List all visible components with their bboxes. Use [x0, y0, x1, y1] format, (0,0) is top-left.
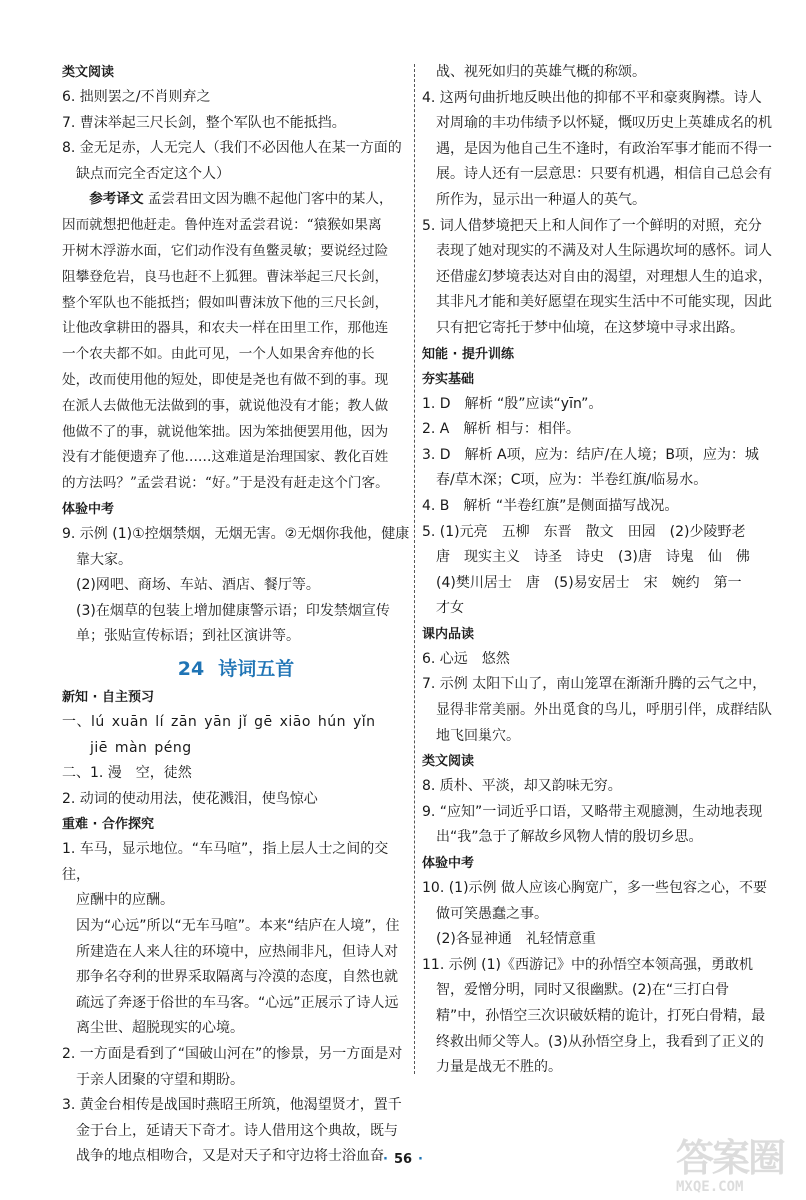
answer-item: 4. 这两句曲折地反映出他的抑郁不平和豪爽胸襟。诗人对周瑜的丰功伟绩予以怀疑，慨叹历史上英雄成名的机遇，是因为他自己生不逢时，有政治军事才能而不得一展。诗人还有一层意思：只要有机遇，相信自己总会有所作为，显示出一种逼人的英气。 [422, 89, 772, 208]
answer-item: 3. 黄金台相传是战国时燕昭王所筑，他渴望贤才，置千金于台上，延请天下奇才。诗人借用这个典故，既与战争的地点相吻合，又是对天子和守边将士浴血奋 [62, 1097, 402, 1165]
chapter-name: 诗词五首 [218, 657, 295, 680]
dot-icon: · [383, 1152, 388, 1167]
answer-line: (2)各显神通 礼轻情意重 [436, 931, 596, 948]
answer-item: 9. “应知”一词近乎口语，又略带主观臆测，生动地表现出“我”急于了解故乡风物人情的殷切乡思。 [422, 803, 763, 846]
answer-item: 4. B 解析 “半卷红旗”是侧面描写战况。 [422, 497, 679, 514]
subsection-heading: 体验中考 [422, 856, 475, 872]
subsection-heading: 夯实基础 [422, 371, 475, 387]
answer-line: 2. 动词的使动用法，使花溅泪，使鸟惊心 [62, 790, 318, 807]
answer-line: 靠大家。 [76, 551, 132, 568]
ref-line: 孟尝君田文因为瞧不起他门客中的某人， [147, 191, 393, 208]
answer-item: 6. 拙则罢之/不肖则弃之 [62, 89, 211, 105]
ref-line: 整个军队也不能抵挡；假如叫曹沫放下他的三尺长剑， [62, 294, 389, 311]
watermark-logo [676, 1138, 796, 1196]
section-heading: 新知 · 自主预习 [62, 689, 154, 705]
column-divider [414, 64, 415, 1074]
answer-line: (3)在烟草的包装上增加健康警示语；印发禁烟宣传单；张贴宣传标语；到社区演讲等。 [76, 602, 390, 645]
answer-item: 3. D 解析 A项，应为：结庐/在人境；B项，应为：城春/草木深；C项，应为：半卷红旗/临易水。 [422, 446, 759, 489]
pinyin-line: jiē màn péng [90, 739, 192, 756]
answer-line: 缺点而完全否定这个人） [76, 165, 230, 182]
chapter-title [62, 655, 410, 683]
answer-line: 5. (1)元亮 五柳 东晋 散文 田园 (2)少陵野老 [422, 523, 746, 540]
answer-item: 2. A 解析 相与：相伴。 [422, 421, 580, 438]
answer-paragraph: 因为“心远”所以“无车马喧”。本来“结庐在人境”，住所建造在人来人往的环境中，应热闹非凡，但诗人对那争名夺利的世界采取隔离与冷漠的态度，自然也就疏远了奔逐于俗世的车马客。“心远”正展示了诗人远离尘世、超脱现实的心境。 [76, 918, 400, 1037]
chapter-number: 24 [177, 657, 205, 680]
ref-line: 开树木浮游水面，它们动作没有鱼鳖灵敏；要说经过险 [62, 242, 389, 259]
answer-line: 唐 现实主义 诗圣 诗史 (3)唐 诗鬼 仙 佛 [436, 549, 750, 566]
answer-line: 1. 车马，显示地位。“车马喧”，指上层人士之间的交往， [62, 841, 389, 883]
answer-line: 战、视死如归的英雄气概的称颂。 [436, 64, 646, 80]
answer-item [62, 136, 410, 187]
reference-translation [62, 187, 410, 213]
answer-item: 11. 示例 (1)《西游记》中的孙悟空本领高强，勇敢机智，爱憎分明，同时又很幽默。(2)在“三打白骨精”中，孙悟空三次识破妖精的诡计，打死白骨精，最终救出师父等人。(3)从孙悟空身上，我看到了正义的力量是战无不胜的。 [422, 956, 766, 1076]
answer-line: 9. 示例 (1)①控烟禁烟，无烟无害。②无烟你我他，健康 [62, 525, 410, 542]
ref-line: 在派人去做他无法做到的事，就说他没有才能；教人做 [62, 397, 389, 414]
dot-icon: · [418, 1152, 423, 1167]
subsection-heading: 课内品读 [422, 626, 475, 642]
section-heading: 类文阅读 [62, 65, 115, 80]
left-column [62, 60, 410, 1170]
answer-line: (4)樊川居士 唐 (5)易安居士 宋 婉约 第一 [436, 574, 742, 591]
page-number: · 56 · [383, 1152, 423, 1167]
answer-item: 1. D 解析 “殷”应读“yīn”。 [422, 395, 603, 412]
answer-item: 2. 一方面是看到了“国破山河在”的惨景，另一方面是对于亲人团聚的守望和期盼。 [62, 1046, 403, 1088]
ref-line: 没有才能便遗弃了他……这难道是治理国家、教化百姓 [62, 449, 389, 466]
watermark-text: 答案圈 [676, 1136, 785, 1180]
section-heading: 体验中考 [62, 501, 115, 517]
answer-item: 8. 质朴、平淡，却又韵味无穷。 [422, 778, 622, 795]
answer-item: 7. 曹沫举起三尺长剑，整个军队也不能抵挡。 [62, 114, 346, 131]
section-heading: 知能 · 提升训练 [422, 346, 514, 362]
ref-line: 让他改拿耕田的器具，和农夫一样在田里工作，那他连 [62, 320, 389, 337]
section-heading: 重难 · 合作探究 [62, 817, 154, 833]
ref-line: 因而就想把他赶走。鲁仲连对孟尝君说：“猿猴如果离 [62, 217, 382, 234]
answer-line: 应酬中的应酬。 [76, 892, 174, 909]
reference-label: 参考译文 [89, 191, 144, 208]
ref-line: 一个农夫都不如。由此可见，一个人如果舍弃他的长 [62, 346, 375, 363]
answer-line: 二、1. 漫 空，徒然 [62, 765, 192, 782]
answer-line: 8. 金无足赤，人无完人（我们不必因他人在某一方面的 [62, 140, 402, 157]
ref-line: 的方法吗？”孟尝君说：“好。”于是没有赶走这个门客。 [62, 475, 389, 492]
subsection-heading: 类文阅读 [422, 754, 475, 770]
answer-line: 才女 [436, 600, 464, 617]
answer-item: 7. 示例 太阳下山了，南山笼罩在渐渐升腾的云气之中，显得非常美丽。外出觅食的鸟儿，呼朋引伴，成群结队地飞回巢穴。 [422, 676, 772, 744]
right-column [422, 60, 774, 1081]
answer-item: 5. 词人借梦境把天上和人间作了一个鲜明的对照，充分表现了她对现实的不满及对人生际遇坎坷的感怀。词人还借虚幻梦境表达对自由的渴望，对理想人生的追求，其非凡才能和美好愿望在现实生活中不可能实现，因此只有把它寄托于梦中仙境，在这梦境中寻求出路。 [422, 217, 772, 336]
ref-line: 处，改而使用他的短处，即使是尧也有做不到的事。现 [62, 371, 389, 388]
pinyin-line: 一、lú xuān lí zān yān jǐ gē xiāo hún yǐn [62, 713, 376, 730]
ref-line: 他做不了的事，就说他笨拙。因为笨拙便罢用他，因为 [62, 423, 389, 440]
ref-line: 阻攀登危岩，良马也赶不上狐狸。曹沫举起三尺长剑， [62, 268, 389, 285]
watermark-url: MXQE.COM [676, 1179, 744, 1195]
answer-line: (2)网吧、商场、车站、酒店、餐厅等。 [76, 577, 320, 594]
answer-item: 10. (1)示例 做人应该心胸宽广，多一些包容之心，不要做可笑愚蠢之事。 [422, 880, 767, 922]
answer-item: 6. 心远 悠然 [422, 650, 510, 667]
